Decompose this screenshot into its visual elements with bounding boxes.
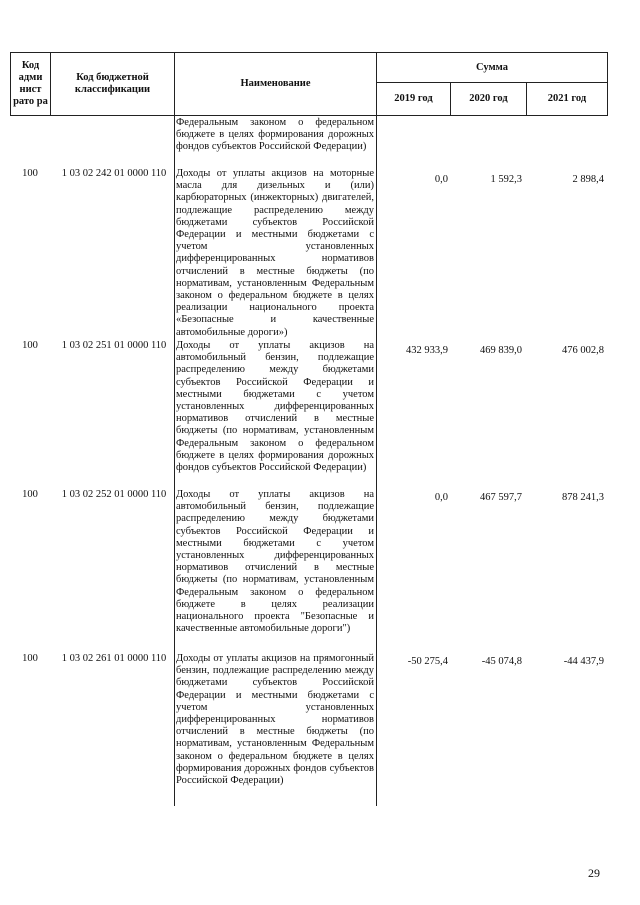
row-name: Доходы от уплаты акцизов на автомобильный бензин, подлежащие распределению между бюджетами субъектов Российской Федерации и местными бюджетами с учетом установленных дифференцированных нормативов отчислений в местные бюджеты (по нормативам, установленным Федеральным законом о федеральном бюджете в целях формирования дорожных фондов субъектов Российской Федерации) [176,340,374,474]
header-budget-code: Код бюджетной классификации [74,72,151,95]
row-name: Доходы от уплаты акцизов на прямогонный бензин, подлежащие распределению между бюджетами субъектов Российской Федерации и местными бюджетами с учетом установленных дифференцированных нормативов отчислений в местные бюджеты (по нормативам, установленным Федеральным законом о федеральном бюджете в целях формирования дорожных фондов субъектов Российской Федерации) [176,653,374,787]
row-value-2019: -50 275,4 [407,656,448,667]
name-column-border [174,116,175,806]
row-value-2020: 1 592,3 [490,174,522,185]
row-value-2019: 0,0 [434,174,448,185]
header-year-2020: 2020 год [469,93,508,104]
row-value-2021: 2 898,4 [572,174,604,185]
row-admin-code: 100 [22,489,38,500]
header-year-2019: 2019 год [394,93,433,104]
row-admin-code: 100 [22,340,38,351]
row-budget-code: 1 03 02 251 01 0000 110 [61,340,167,351]
row-value-2019: 432 933,9 [406,345,448,356]
row-value-2020: -45 074,8 [481,656,522,667]
header-sum: Сумма [476,61,508,73]
header-admin-code: Код адми нист рато ра [13,60,48,107]
row-name: Доходы от уплаты акцизов на автомобильный бензин, подлежащие распределению между бюджетами субъектов Российской Федерации и местными бюджетами с учетом установленных дифференцированных нормативов отчислений в местные бюджеты (по нормативам, установленным Федеральным законом о федеральном бюджете в целях реализации национального проекта "Безопасные и качественные автомобильные дороги") [176,489,374,635]
row-value-2021: 878 241,3 [562,492,604,503]
header-year-2021: 2021 год [547,93,587,104]
row-name: Доходы от уплаты акцизов на моторные масла для дизельных и (или) карбюраторных (инжекторных) двигателей, подлежащие распределению между бюджетами субъектов Российской Федерации и местными бюджетами с учетом установленных дифференцированных нормативов отчислений в местные бюджеты (по нормативам, установленным Федеральным законом о федеральном бюджете в целях реализации национального проекта «Безопасные и качественные автомобильные дороги») [176,168,374,338]
row-value-2021: 476 002,8 [562,345,604,356]
row-admin-code: 100 [22,168,38,179]
row-value-2020: 467 597,7 [480,492,522,503]
page-number: 29 [588,866,600,880]
row-value-2020: 469 839,0 [480,345,522,356]
row-admin-code: 100 [22,653,38,664]
name-column-border [376,116,377,806]
header-name: Наименование [240,78,311,89]
row-value-2019: 0,0 [434,492,448,503]
continuation-text: Федеральным законом о федеральном бюджете в целях формирования дорожных фондов субъектов Российской Федерации) [176,117,374,153]
row-budget-code: 1 03 02 252 01 0000 110 [61,489,167,500]
row-budget-code: 1 03 02 261 01 0000 110 [61,653,167,664]
row-value-2021: -44 437,9 [563,656,604,667]
row-budget-code: 1 03 02 242 01 0000 110 [61,168,167,179]
